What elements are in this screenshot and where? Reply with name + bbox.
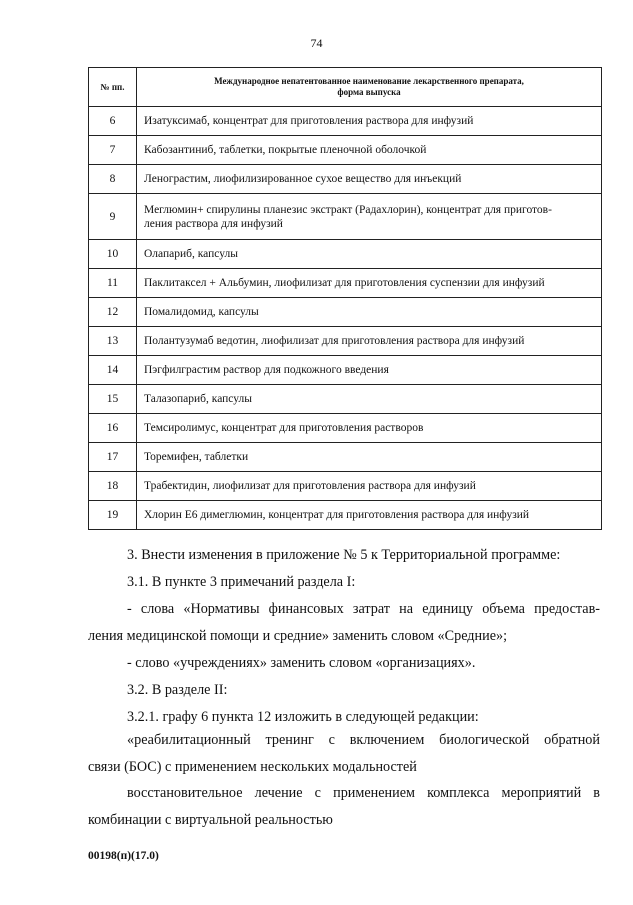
table-row xyxy=(89,327,602,356)
row-num: 10 xyxy=(89,240,137,269)
row-num: 16 xyxy=(89,414,137,443)
row-num: 11 xyxy=(89,269,137,298)
paragraph-line: ления медицинской помощи и средние» заменить словом «Средние»; xyxy=(88,628,508,644)
row-name: Пэгфилграстим раствор для подкожного введения xyxy=(137,356,602,385)
row-name: Паклитаксел + Альбумин, лиофилизат для приготовления суспензии для инфузий xyxy=(137,269,602,298)
table-row xyxy=(89,107,602,136)
row-name: Темсиролимус, концентрат для приготовления растворов xyxy=(137,414,602,443)
row-num: 18 xyxy=(89,472,137,501)
table-row xyxy=(89,269,602,298)
paragraph xyxy=(88,731,600,776)
row-name: Полантузумаб ведотин, лиофилизат для приготовления раствора для инфузий xyxy=(137,327,602,356)
paragraph: 3. Внести изменения в приложение № 5 к Территориальной программе: xyxy=(127,547,561,563)
row-name: Талазопариб, капсулы xyxy=(137,385,602,414)
header-name-line: форма выпуска xyxy=(337,87,401,97)
paragraph-line: комбинации с виртуальной реальностью xyxy=(88,812,333,828)
row-num: 12 xyxy=(89,298,137,327)
paragraph-line: - слова «Нормативы финансовых затрат на единицу объема предостав- xyxy=(127,601,600,617)
header-name xyxy=(137,68,602,107)
paragraph-line: восстановительное лечение с применением комплекса мероприятий в xyxy=(127,785,600,801)
table-row xyxy=(89,472,602,501)
row-name: Изатуксимаб, концентрат для приготовления раствора для инфузий xyxy=(137,107,602,136)
paragraph: 3.2. В разделе II: xyxy=(127,682,228,698)
row-num: 19 xyxy=(89,501,137,530)
table-row xyxy=(89,165,602,194)
row-name: Ленограстим, лиофилизированное сухое вещество для инъекций xyxy=(137,165,602,194)
row-num: 15 xyxy=(89,385,137,414)
row-name: Хлорин Е6 димеглюмин, концентрат для приготовления раствора для инфузий xyxy=(137,501,602,530)
row-name: Кабозантиниб, таблетки, покрытые пленочной оболочкой xyxy=(137,136,602,165)
table-row xyxy=(89,501,602,530)
row-num: 14 xyxy=(89,356,137,385)
row-num: 17 xyxy=(89,443,137,472)
table-row xyxy=(89,240,602,269)
table-row xyxy=(89,443,602,472)
row-name: Олапариб, капсулы xyxy=(137,240,602,269)
table-row xyxy=(89,356,602,385)
row-num: 13 xyxy=(89,327,137,356)
row-num: 9 xyxy=(89,194,137,240)
row-name-line: ления раствора для инфузий xyxy=(144,217,283,230)
header-num: № пп. xyxy=(89,68,137,107)
paragraph xyxy=(88,600,600,645)
paragraph-line: «реабилитационный тренинг с включением биологической обратной xyxy=(127,732,600,748)
row-name: Трабектидин, лиофилизат для приготовления раствора для инфузий xyxy=(137,472,602,501)
row-num: 7 xyxy=(89,136,137,165)
table-row xyxy=(89,194,602,240)
paragraph-line: связи (БОС) с применением нескольких модальностей xyxy=(88,759,417,775)
paragraph: 3.1. В пункте 3 примечаний раздела I: xyxy=(127,574,356,590)
paragraph: - слово «учреждениях» заменить словом «организациях». xyxy=(127,655,476,671)
row-name: Торемифен, таблетки xyxy=(137,443,602,472)
table-header-row xyxy=(89,68,602,107)
document-code: 00198(п)(17.0) xyxy=(88,850,159,862)
header-name-line: Международное непатентованное наименование лекарственного препарата, xyxy=(214,76,524,86)
row-num: 8 xyxy=(89,165,137,194)
row-name xyxy=(137,194,602,240)
table-row xyxy=(89,414,602,443)
row-num: 6 xyxy=(89,107,137,136)
row-name: Помалидомид, капсулы xyxy=(137,298,602,327)
paragraph: 3.2.1. графу 6 пункта 12 изложить в следующей редакции: xyxy=(127,709,479,725)
table-row xyxy=(89,385,602,414)
page-number: 74 xyxy=(310,36,323,50)
drug-table xyxy=(88,67,602,530)
row-name-line: Меглюмин+ спирулины планезис экстракт (Радахлорин), концентрат для приготов- xyxy=(144,203,552,216)
table-row xyxy=(89,298,602,327)
paragraph xyxy=(88,784,600,829)
table-row xyxy=(89,136,602,165)
